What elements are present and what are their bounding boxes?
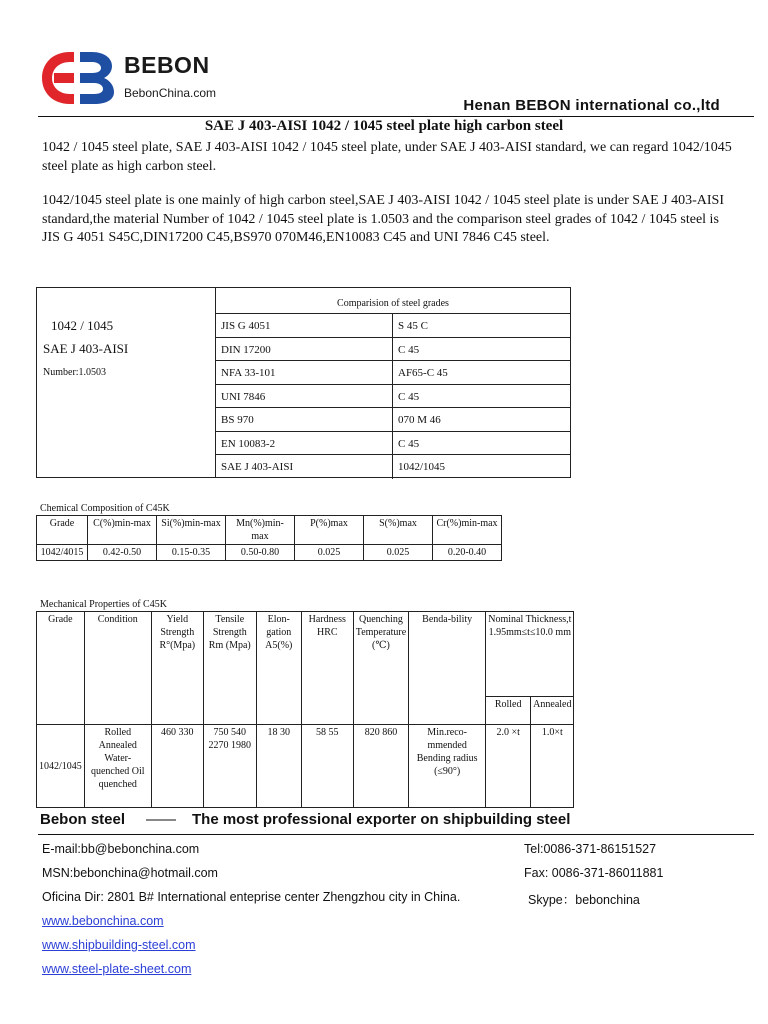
table-cell: Rolled Annealed Water-quenched Oil quenched — [84, 725, 151, 808]
table-header: Annealed — [531, 697, 574, 725]
link-bebonchina[interactable]: www.bebonchina.com — [42, 914, 164, 928]
table-header-row — [37, 516, 502, 545]
header-divider — [38, 116, 754, 117]
comparison-row: SAE J 403-AISI 1042/1045 — [216, 454, 570, 479]
mechanical-caption: Mechanical Properties of C45K — [40, 599, 167, 610]
table-cell: 58 55 — [301, 725, 353, 808]
bebon-logo-icon — [40, 48, 116, 108]
table-header: Tensile Strength Rm (Mpa) — [203, 612, 256, 725]
office-address: Oficina Dir: 2801 B# International enteprise center Zhengzhou city in China. — [42, 890, 461, 904]
table-cell: 2.0 ×t — [486, 725, 531, 808]
comparison-row: NFA 33-101 AF65-C 45 — [216, 360, 570, 385]
contact-skype: Skype：bebonchina — [528, 893, 640, 907]
table-header: Condition — [84, 612, 151, 725]
comparison-grade-standard: SAE J 403-AISI — [43, 341, 129, 356]
table-header: Nominal Thickness,t 1.95mm≤t≤10.0 mm — [486, 612, 574, 697]
table-cell: 0.15-0.35 — [157, 545, 226, 561]
table-cell: 460 330 — [151, 725, 203, 808]
chemical-table — [36, 515, 502, 561]
comparison-row: UNI 7846 C 45 — [216, 384, 570, 409]
table-cell: 820 860 — [353, 725, 408, 808]
table-header: Yield Strength R°(Mpa) — [151, 612, 203, 725]
comparison-material-number: Number:1.0503 — [43, 367, 107, 378]
table-header: Cr(%)min-max — [433, 516, 502, 545]
detail-paragraph: 1042/1045 steel plate is one mainly of high carbon steel,SAE J 403-AISI 1042 / 1045 steel plate is under SAE J 403-AISI standard,the material Number of 1042 / 1045 steel plate is 1.0503 and the comparison steel grades of 1042 / 1045 steel is JIS G 4051 S45C,DIN17200 C45,BS970 070M46,EN10083 C45 and UNI 7846 C45 steel. — [42, 193, 725, 245]
comparison-row: BS 970 070 M 46 — [216, 407, 570, 432]
table-cell: 18 30 — [256, 725, 301, 808]
table-cell: 0.42-0.50 — [88, 545, 157, 561]
comparison-row: JIS G 4051 S 45 C — [216, 313, 570, 338]
table-cell: 1042/4015 — [37, 545, 88, 561]
table-header: Grade — [37, 516, 88, 545]
table-header: C(%)min-max — [88, 516, 157, 545]
link-steel-plate-sheet[interactable]: www.steel-plate-sheet.com — [42, 962, 192, 976]
table-cell: 1042/1045 — [37, 725, 85, 808]
mechanical-table — [36, 611, 574, 808]
table-cell: 1.0×t — [531, 725, 574, 808]
comparison-grade-cell — [37, 288, 216, 477]
table-row — [37, 545, 502, 561]
comparison-heading: Comparision of steel grades — [337, 298, 449, 309]
table-header: Hardness HRC — [301, 612, 353, 725]
table-header: S(%)max — [364, 516, 433, 545]
table-header: P(%)max — [295, 516, 364, 545]
table-cell: 0.025 — [364, 545, 433, 561]
table-header: Elon-gation A5(%) — [256, 612, 301, 725]
table-cell: Min.reco-mmended Bending radius (≤90°) — [409, 725, 486, 808]
footer-slogan: The most professional exporter on shipbuilding steel — [192, 811, 571, 828]
footer-dash: —— — [146, 811, 176, 828]
table-header: Mn(%)min-max — [226, 516, 295, 545]
table-cell: 0.025 — [295, 545, 364, 561]
contact-msn: MSN:bebonchina@hotmail.com — [42, 866, 218, 880]
table-header: Rolled — [486, 697, 531, 725]
table-header: Benda-bility — [409, 612, 486, 725]
table-header: Grade — [37, 612, 85, 725]
contact-fax: Fax: 0086-371-86011881 — [524, 866, 664, 880]
comparison-row: EN 10083-2 C 45 — [216, 431, 570, 456]
table-header-row — [37, 612, 574, 697]
contact-email: E-mail:bb@bebonchina.com — [42, 842, 200, 856]
contact-tel: Tel:0086-371-86151527 — [524, 842, 657, 856]
footer-brand: Bebon steel — [40, 811, 126, 828]
link-shipbuilding-steel[interactable]: www.shipbuilding-steel.com — [42, 938, 196, 952]
table-header: Quenching Temperature (℃) — [353, 612, 408, 725]
table-cell: 0.20-0.40 — [433, 545, 502, 561]
comparison-grade-name: 1042 / 1045 — [51, 318, 114, 333]
table-row — [37, 725, 574, 808]
document-title: SAE J 403-AISI 1042 / 1045 steel plate high carbon steel — [204, 118, 564, 134]
intro-paragraph: 1042 / 1045 steel plate, SAE J 403-AISI 1042 / 1045 steel plate, under SAE J 403-AISI standard, we can regard 1042/1045 steel plate as high carbon steel. — [42, 140, 732, 174]
footer-divider — [38, 834, 754, 835]
comparison-row: DIN 17200 C 45 — [216, 337, 570, 362]
chemical-caption: Chemical Composition of C45K — [40, 503, 170, 514]
table-cell: 750 540 2270 1980 — [203, 725, 256, 808]
brand-site: BebonChina.com — [124, 86, 217, 100]
comparison-table — [36, 287, 571, 478]
table-header: Si(%)min-max — [157, 516, 226, 545]
table-cell: 0.50-0.80 — [226, 545, 295, 561]
brand-name: BEBON — [124, 52, 210, 78]
company-name: Henan BEBON international co.,ltd — [463, 97, 720, 114]
